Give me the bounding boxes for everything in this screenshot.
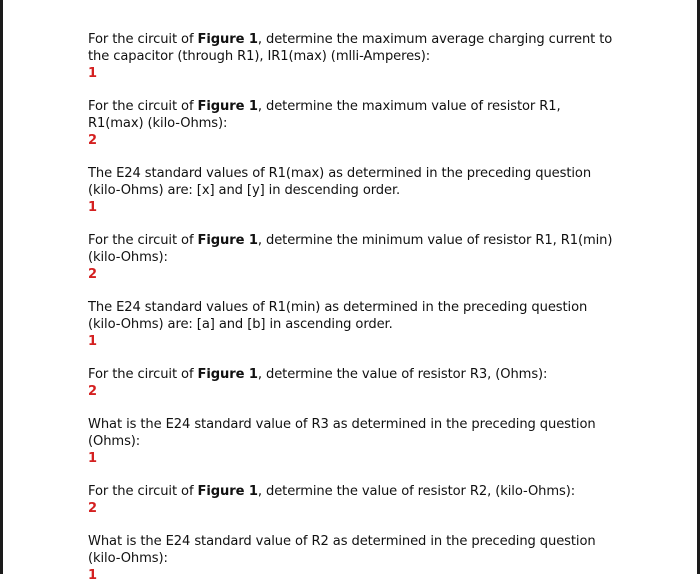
answer-value: 1 (88, 66, 98, 81)
answer-value: 1 (88, 334, 98, 349)
question-text (88, 299, 616, 333)
answer-value: 2 (88, 384, 98, 399)
question-text-pre: What is the E24 standard value of R2 as determined in the preceding question (kilo-Ohms): (88, 534, 596, 566)
question-text-post: , determine the value of resistor R3, (Ohms): (257, 367, 548, 382)
answer-value: 1 (88, 568, 98, 583)
question-block (88, 533, 616, 584)
question-list (88, 31, 616, 584)
question-text (88, 98, 616, 132)
question-text-pre: For the circuit of (88, 32, 198, 47)
question-text-post: , determine the maximum average charging current to the capacitor (through R1), IR1(max) (mlli-Amperes): (88, 32, 613, 64)
figure-reference: Figure 1 (197, 99, 258, 114)
question-block (88, 366, 616, 400)
question-block (88, 483, 616, 517)
question-block (88, 165, 616, 216)
question-text (88, 483, 616, 500)
question-text-pre: What is the E24 standard value of R3 as determined in the preceding question (Ohms): (88, 417, 596, 449)
question-text-post: , determine the maximum value of resistor R1, R1(max) (kilo-Ohms): (88, 99, 561, 131)
figure-reference: Figure 1 (197, 367, 258, 382)
question-text-post: , determine the minimum value of resistor R1, R1(min) (kilo-Ohms): (88, 233, 613, 265)
question-text (88, 31, 616, 65)
answer-value: 1 (88, 200, 98, 215)
question-text-pre: The E24 standard values of R1(min) as determined in the preceding question (kilo-Ohms) are: [a] and [b] in ascending order. (88, 300, 588, 332)
question-block (88, 98, 616, 149)
figure-reference: Figure 1 (197, 233, 258, 248)
answer-value: 2 (88, 501, 98, 516)
question-block (88, 31, 616, 82)
answer-value: 2 (88, 267, 98, 282)
question-text (88, 165, 616, 199)
question-block (88, 299, 616, 350)
answer-value: 2 (88, 133, 98, 148)
question-text (88, 416, 616, 450)
question-text (88, 533, 616, 567)
question-text (88, 232, 616, 266)
question-text-pre: The E24 standard values of R1(max) as determined in the preceding question (kilo-Ohms) are: [x] and [y] in descending order. (88, 166, 592, 198)
figure-reference: Figure 1 (197, 32, 258, 47)
question-block (88, 232, 616, 283)
question-text-pre: For the circuit of (88, 99, 198, 114)
left-edge-border (0, 0, 3, 574)
question-text (88, 366, 616, 383)
figure-reference: Figure 1 (197, 484, 258, 499)
question-block (88, 416, 616, 467)
answer-value: 1 (88, 451, 98, 466)
question-text-pre: For the circuit of (88, 233, 198, 248)
question-text-pre: For the circuit of (88, 484, 198, 499)
question-text-pre: For the circuit of (88, 367, 198, 382)
question-text-post: , determine the value of resistor R2, (kilo-Ohms): (257, 484, 576, 499)
